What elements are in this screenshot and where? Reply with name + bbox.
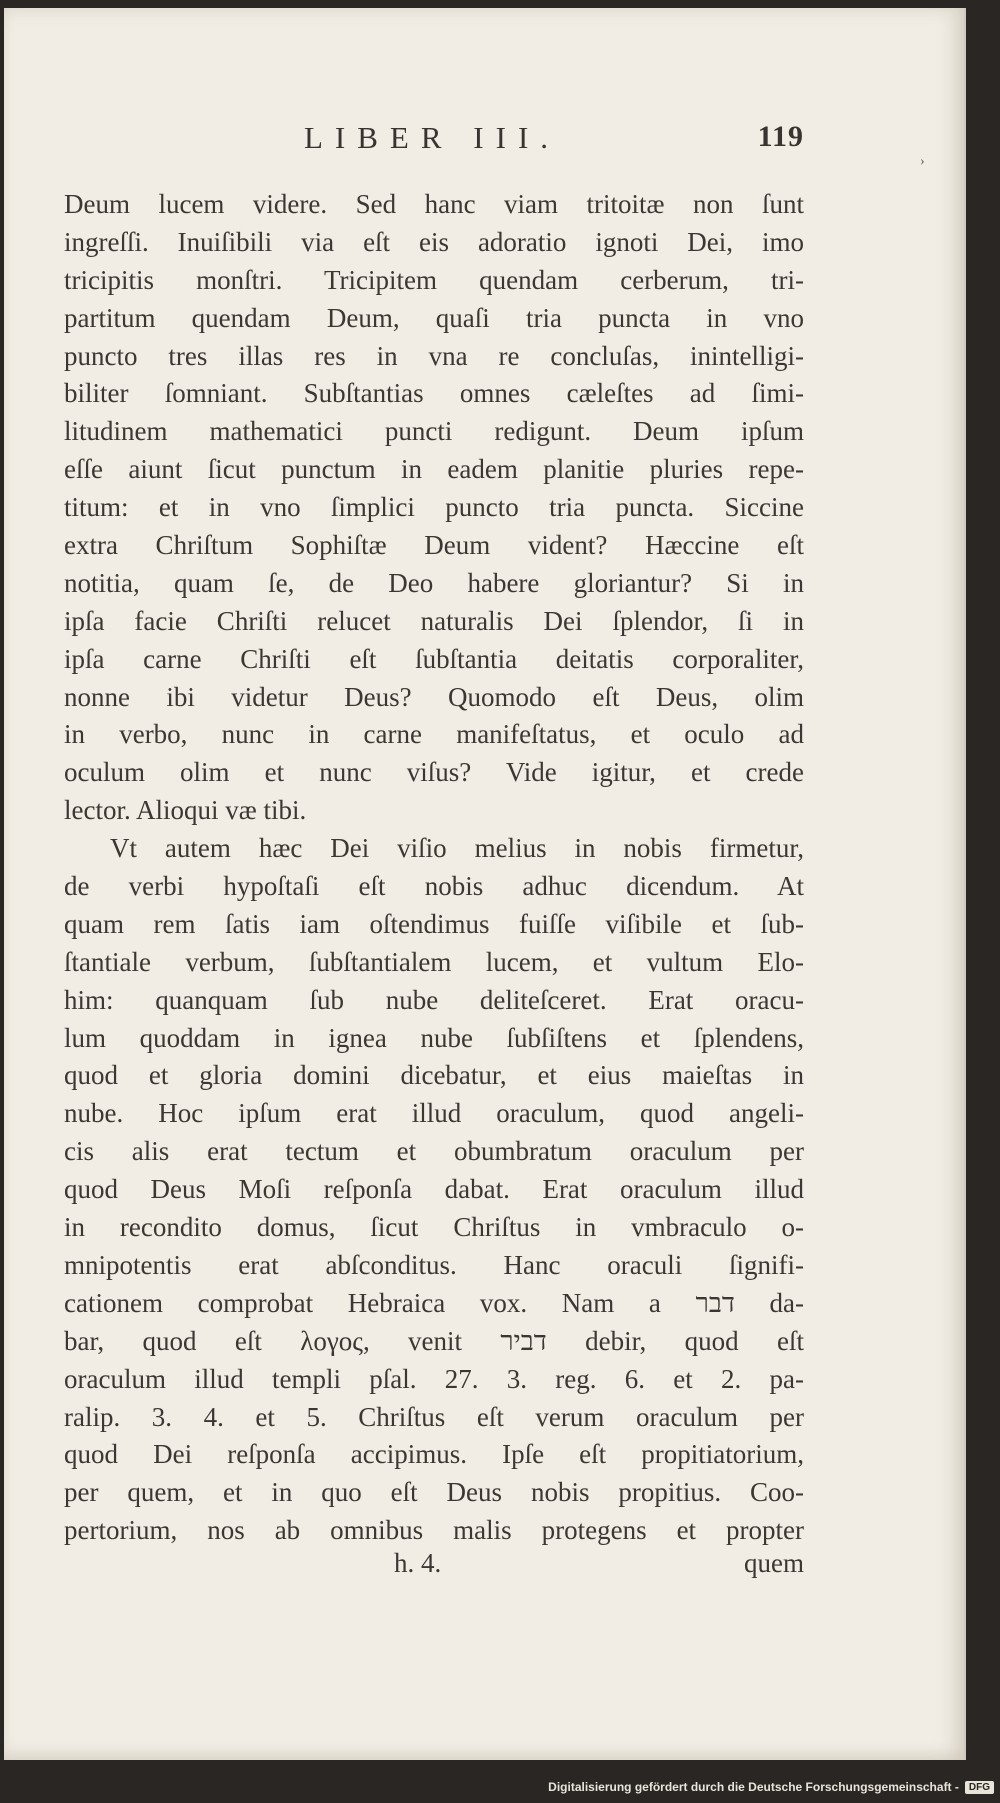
text-line: tricipitis monſtri. Tricipitem quendam cerberum, tri-: [64, 264, 804, 295]
text-line: ralip. 3. 4. et 5. Chriſtus eſt verum oraculum per: [64, 1401, 804, 1432]
text-line: ingreſſi. Inuiſibili via eſt eis adoratio ignoti Dei, imo: [64, 226, 804, 257]
text-line: de verbi hypoſtaſi eſt nobis adhuc dicendum. At: [64, 871, 804, 902]
text-line: in verbo, nunc in carne manifeſtatus, et oculo ad: [64, 719, 804, 750]
text-line: partitum quendam Deum, quaſi tria puncta in vno: [64, 302, 804, 333]
text-line: nube. Hoc ipſum erat illud oraculum, quod angeli-: [64, 1098, 804, 1129]
text-line: biliter ſomniant. Subſtantias omnes cæleſtes ad ſimi-: [64, 378, 804, 409]
text-line: litudinem mathematici puncti redigunt. Deum ipſum: [64, 416, 804, 447]
text-line: oculum olim et nunc viſus? Vide igitur, et crede: [64, 757, 804, 788]
text-line: lector. Alioqui væ tibi.: [64, 795, 307, 826]
catchword: quem: [744, 1548, 804, 1578]
edge-mark: ›: [920, 154, 925, 169]
running-title: LIBER III.: [304, 120, 561, 155]
text-line: mnipotentis erat abſconditus. Hanc oraculi ſignifi-: [64, 1249, 804, 1280]
text-line: puncto tres illas res in vna re concluſas, inintelligi-: [64, 340, 804, 371]
body-text: [64, 186, 804, 1550]
text-line: cationem comprobat Hebraica vox. Nam a דבר da-: [64, 1287, 805, 1318]
signature-mark: h. 4.: [394, 1548, 442, 1578]
dfg-logo: DFG: [965, 1781, 994, 1794]
text-line: cis alis erat tectum et obumbratum oraculum per: [64, 1136, 804, 1167]
page-number: 119: [757, 120, 804, 153]
text-line: pertorium, nos ab omnibus malis protegens et propter: [64, 1515, 804, 1546]
text-line: per quem, et in quo eſt Deus nobis propitius. Coo-: [64, 1477, 804, 1508]
text-line: ipſa facie Chriſti relucet naturalis Dei ſplendor, ſi in: [64, 605, 804, 636]
text-line: notitia, quam ſe, de Deo habere gloriantur? Si in: [64, 567, 804, 598]
book-page: [4, 8, 966, 1760]
text-line: in recondito domus, ſicut Chriſtus in vmbraculo o-: [64, 1212, 804, 1243]
text-line: him: quanquam ſub nube deliteſceret. Erat oracu-: [64, 984, 804, 1015]
text-line: eſſe aiunt ſicut punctum in eadem planitie pluries repe-: [64, 454, 804, 485]
text-line: Vt autem hæc Dei viſio melius in nobis firmetur,: [110, 833, 804, 864]
text-line: quod Deus Moſi reſponſa dabat. Erat oraculum illud: [64, 1174, 804, 1205]
text-line: oraculum illud templi pſal. 27. 3. reg. 6. et 2. pa-: [64, 1363, 804, 1394]
text-line: quam rem ſatis iam oſtendimus fuiſſe viſibile et ſub-: [64, 908, 804, 939]
digitization-credit: [548, 1775, 994, 1799]
page-header: [64, 120, 804, 164]
text-line: quod et gloria domini dicebatur, et eius maieſtas in: [64, 1060, 804, 1091]
text-line: Deum lucem videre. Sed hanc viam tritoitæ non ſunt: [64, 189, 804, 219]
text-line: bar, quod eſt λογος, venit דביר debir, quod eſt: [64, 1325, 804, 1356]
text-line: lum quoddam in ignea nube ſubſiſtens et ſplendens,: [64, 1022, 804, 1053]
text-line: ipſa carne Chriſti eſt ſubſtantia deitatis corporaliter,: [64, 643, 804, 674]
text-line: titum: et in vno ſimplici puncto tria puncta. Siccine: [64, 492, 804, 523]
text-line: nonne ibi videtur Deus? Quomodo eſt Deus, olim: [64, 681, 804, 712]
text-line: quod Dei reſponſa accipimus. Ipſe eſt propitiatorium,: [64, 1439, 804, 1470]
credit-text: Digitalisierung gefördert durch die Deutsche Forschungsgemeinschaft -: [548, 1780, 959, 1794]
text-line: ſtantiale verbum, ſubſtantialem lucem, et vultum Elo-: [64, 946, 804, 977]
text-line: extra Chriſtum Sophiſtæ Deum vident? Hæccine eſt: [64, 530, 804, 561]
page-footer: [64, 1548, 804, 1588]
